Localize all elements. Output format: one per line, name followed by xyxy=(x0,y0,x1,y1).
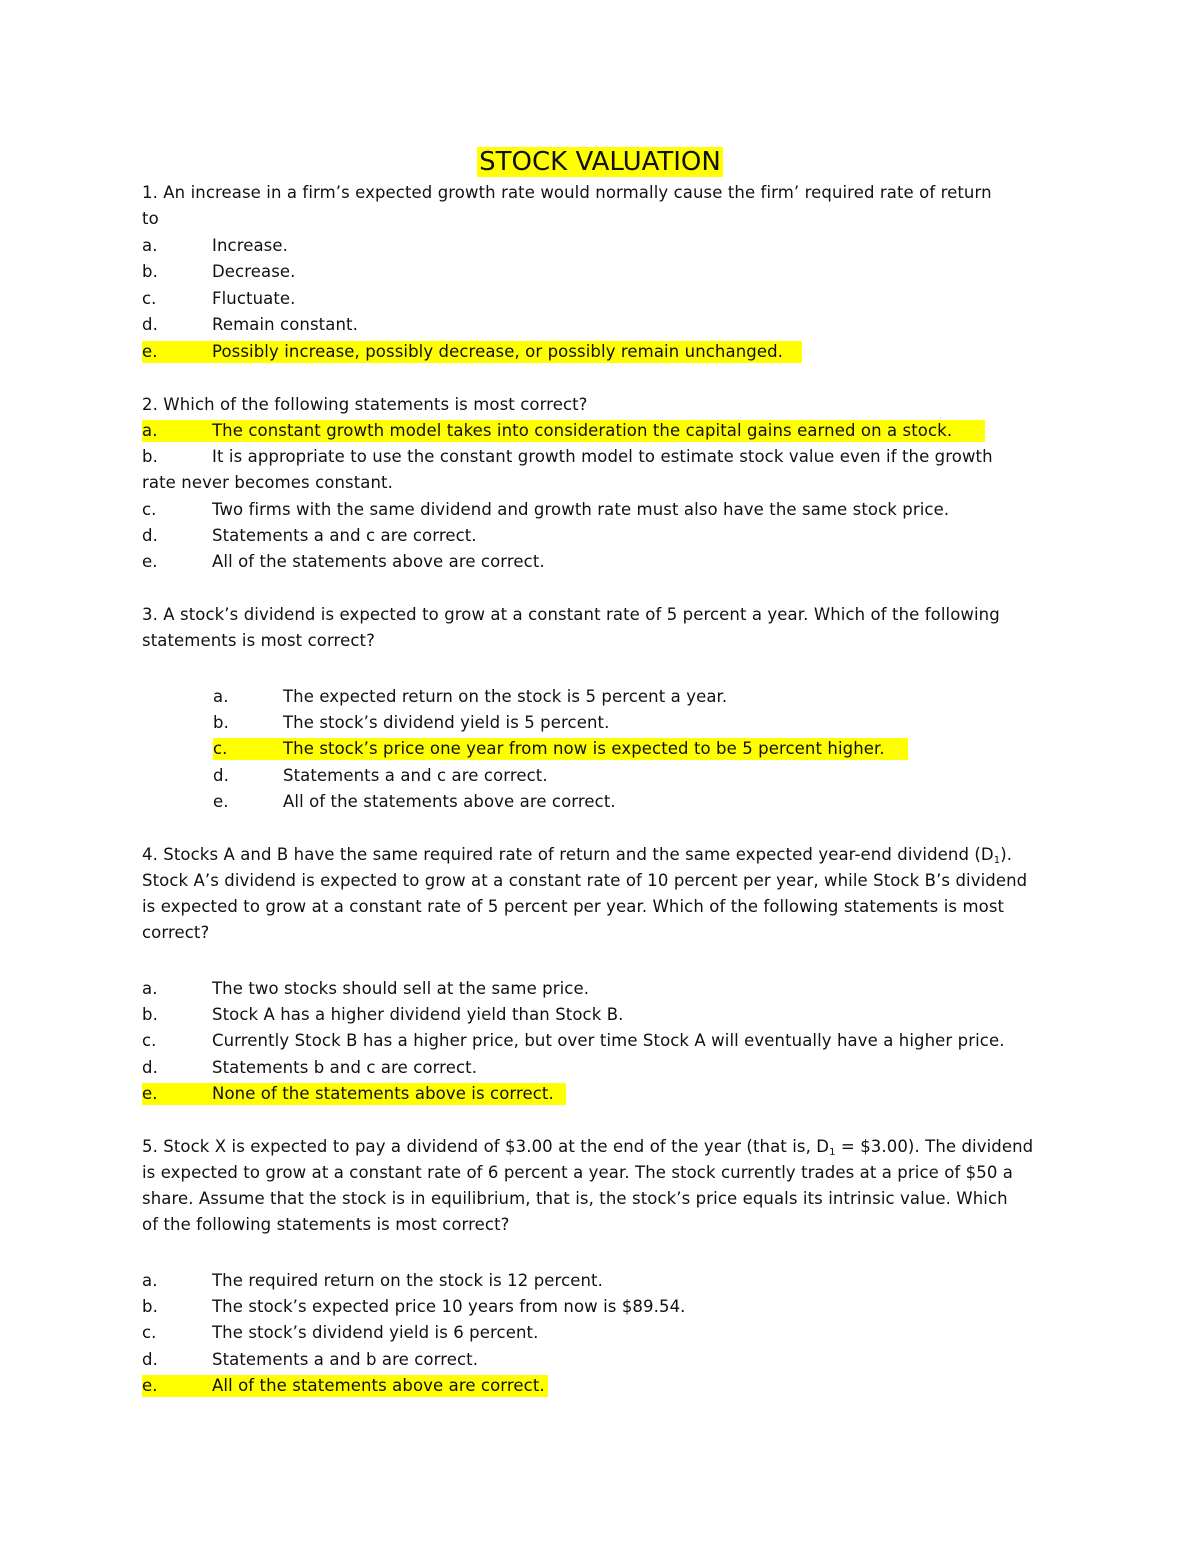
q3-option-c-correct xyxy=(213,736,1113,762)
option-text: The required return on the stock is 12 percent. xyxy=(212,1271,603,1290)
option-label: d. xyxy=(142,1350,158,1369)
q3-option-a xyxy=(213,684,1113,710)
q1-option-a xyxy=(142,233,1042,259)
q4-option-a xyxy=(142,976,1042,1002)
option-text: It is appropriate to use the constant growth model to estimate stock value even if the growth xyxy=(212,447,993,466)
option-text: All of the statements above are correct. xyxy=(212,552,545,571)
q5-text-line2: is expected to grow at a constant rate of 6 percent a year. The stock currently trades at a price of $50 a xyxy=(142,1163,1014,1182)
option-label: e. xyxy=(142,1084,158,1103)
option-text: The expected return on the stock is 5 percent a year. xyxy=(283,687,728,706)
option-label: a. xyxy=(142,979,158,998)
q5-text-line4: of the following statements is most correct? xyxy=(142,1215,510,1234)
q5-line1-text: 5. Stock X is expected to pay a dividend of $3.00 at the end of the year (that is, D xyxy=(142,1137,830,1156)
option-text: Remain constant. xyxy=(212,315,358,334)
q3-text-line1: 3. A stock’s dividend is expected to grow at a constant rate of 5 percent a year. Which of the following xyxy=(142,605,1000,624)
option-label: d. xyxy=(142,526,158,545)
option-label: b. xyxy=(142,447,158,466)
q1-option-b xyxy=(142,259,1042,285)
option-text: Statements a and b are correct. xyxy=(212,1350,479,1369)
option-label: c. xyxy=(142,500,157,519)
option-text: All of the statements above are correct. xyxy=(283,792,616,811)
q5-option-e-correct xyxy=(142,1373,1042,1399)
q3-option-d xyxy=(213,763,1113,789)
q2-option-a-correct xyxy=(142,418,1042,444)
option-text: Possibly increase, possibly decrease, or possibly remain unchanged. xyxy=(212,342,784,361)
q1-option-d xyxy=(142,312,1042,338)
option-text: None of the statements above is correct. xyxy=(212,1084,554,1103)
option-label: a. xyxy=(142,236,158,255)
q4-option-c xyxy=(142,1028,1042,1054)
q3-text-line2: statements is most correct? xyxy=(142,631,375,650)
q4-line1-text: 4. Stocks A and B have the same required rate of return and the same expected year-end dividend (D xyxy=(142,845,994,864)
option-text: Fluctuate. xyxy=(212,289,296,308)
option-label: d. xyxy=(142,315,158,334)
option-label: e. xyxy=(213,792,229,811)
page-title: STOCK VALUATION xyxy=(479,147,721,177)
q4-option-d xyxy=(142,1055,1042,1081)
q4-option-b xyxy=(142,1002,1042,1028)
q4-line1-end: ). xyxy=(1000,845,1013,864)
option-label: a. xyxy=(213,687,229,706)
option-text: Currently Stock B has a higher price, but over time Stock A will eventually have a higher price. xyxy=(212,1031,1005,1050)
option-label: b. xyxy=(142,1297,158,1316)
option-label: a. xyxy=(142,1271,158,1290)
option-text: Stock A has a higher dividend yield than Stock B. xyxy=(212,1005,624,1024)
q4-text-line4: correct? xyxy=(142,923,210,942)
option-text: Two firms with the same dividend and growth rate must also have the same stock price. xyxy=(212,500,950,519)
option-text: The stock’s dividend yield is 5 percent. xyxy=(283,713,610,732)
q4-option-e-correct xyxy=(142,1081,1042,1107)
q1-option-c xyxy=(142,286,1042,312)
q5-line1-end: = $3.00). The dividend xyxy=(835,1137,1034,1156)
option-label: c. xyxy=(142,289,157,308)
q2-option-b xyxy=(142,444,1042,470)
subscript: 1 xyxy=(829,1147,836,1158)
option-text: The constant growth model takes into consideration the capital gains earned on a stock. xyxy=(212,421,953,440)
q2-text-line1: 2. Which of the following statements is most correct? xyxy=(142,395,588,414)
option-label: d. xyxy=(213,766,229,785)
option-label: e. xyxy=(142,1376,158,1395)
option-label: b. xyxy=(142,262,158,281)
q2-option-c xyxy=(142,497,1042,523)
q5-text-line3: share. Assume that the stock is in equilibrium, that is, the stock’s price equals its intrinsic value. Which xyxy=(142,1189,1008,1208)
option-text: Increase. xyxy=(212,236,288,255)
option-label: a. xyxy=(142,421,158,440)
option-label: b. xyxy=(213,713,229,732)
q1-text-line2: to xyxy=(142,209,159,228)
option-text: Statements b and c are correct. xyxy=(212,1058,478,1077)
q4-text-line2: Stock A’s dividend is expected to grow at a constant rate of 10 percent per year, while Stock B’s dividend xyxy=(142,871,1028,890)
option-text: The stock’s price one year from now is expected to be 5 percent higher. xyxy=(283,739,885,758)
q2-option-b-continuation: rate never becomes constant. xyxy=(142,473,393,492)
q5-option-a xyxy=(142,1268,1042,1294)
option-text: The stock’s expected price 10 years from now is $89.54. xyxy=(212,1297,686,1316)
q3-option-b xyxy=(213,710,1113,736)
subscript: 1 xyxy=(993,855,1001,866)
option-text: The stock’s dividend yield is 6 percent. xyxy=(212,1323,539,1342)
q1-option-e-correct xyxy=(142,339,1042,365)
option-text: Statements a and c are correct. xyxy=(283,766,548,785)
q2-option-e xyxy=(142,549,1042,575)
q3-option-e xyxy=(213,789,1113,815)
option-label: e. xyxy=(142,342,158,361)
option-label: c. xyxy=(142,1031,157,1050)
option-label: d. xyxy=(142,1058,158,1077)
option-label: e. xyxy=(142,552,158,571)
q2-option-d xyxy=(142,523,1042,549)
q1-text-line1: 1. An increase in a firm’s expected growth rate would normally cause the firm’ required rate of return xyxy=(142,183,992,202)
option-text: The two stocks should sell at the same price. xyxy=(212,979,590,998)
q5-option-c xyxy=(142,1320,1042,1346)
option-text: Statements a and c are correct. xyxy=(212,526,477,545)
option-text: All of the statements above are correct. xyxy=(212,1376,545,1395)
option-label: c. xyxy=(213,739,228,758)
q5-option-b xyxy=(142,1294,1042,1320)
q4-text-line3: is expected to grow at a constant rate of 5 percent per year. Which of the following statements is most xyxy=(142,897,1005,916)
option-label: b. xyxy=(142,1005,158,1024)
option-label: c. xyxy=(142,1323,157,1342)
option-text: Decrease. xyxy=(212,262,296,281)
q5-option-d xyxy=(142,1347,1042,1373)
